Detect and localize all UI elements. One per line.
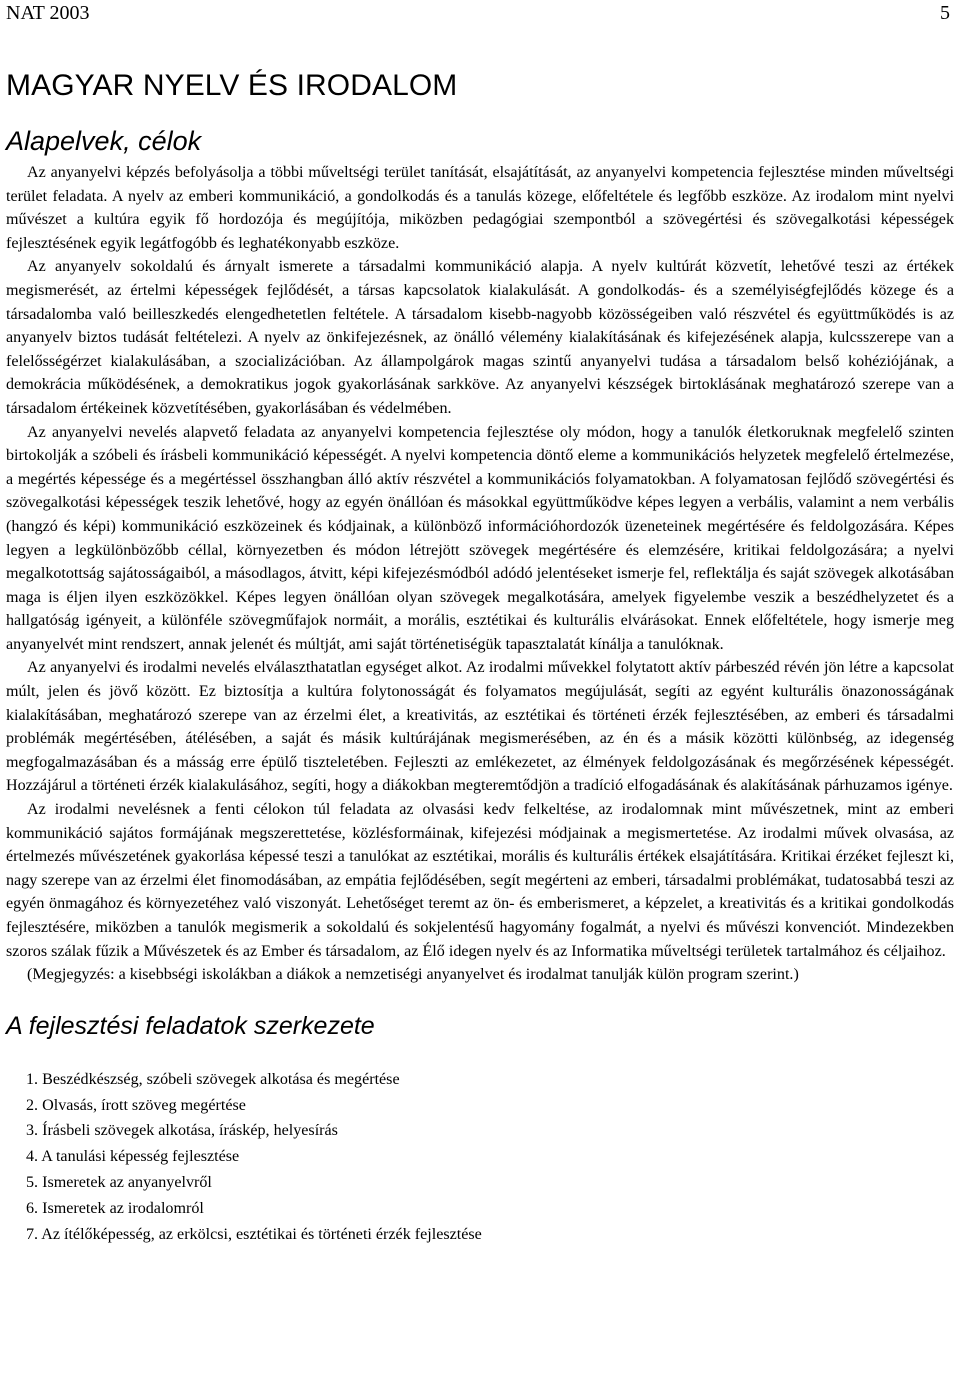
list-item: 1. Beszédkészség, szóbeli szövegek alkotása és megértése <box>26 1070 400 1088</box>
paragraph: Az anyanyelv sokoldalú és árnyalt ismerete a társadalmi kommunikáció alapja. A nyelv kultúrát közvetít, lehetővé teszi az értékek megismerését, az értelmi képességek fejlődését, a társas kapcsolatok kialakulását. A gondolkodás- és a személyiségfejlődés közege és a társadalomba való beilleszkedés elengedhetetlen feltétele. A társadalom kisebb-nagyobb közösségeiben való részvétel és együttműködés is az anyanyelv biztos tudását feltételezi. A nyelv az önkifejezésnek, az önálló vélemény kialakításának és kifejezésének alapja, kulcsszerepe van a felelősségérzet kialakulásában, a szocializációban. Az állampolgárok magas szintű anyanyelvi tudása a társadalom belső kohéziójának, a demokrácia működésének, a demokratikus jogok gyakorlásának sarkköve. Az anyanyelvi készségek birtoklásának meghatározó szerepe van a társadalom értékeinek közvetítésében, gyakorlásában és védelmében. <box>6 258 954 417</box>
list-item: 2. Olvasás, írott szöveg megértése <box>26 1096 246 1114</box>
section-heading-fejlesztesi: A fejlesztési feladatok szerkezete <box>6 1011 375 1040</box>
header-title: NAT 2003 <box>6 2 90 24</box>
development-tasks-list <box>6 1067 954 1248</box>
list-item: 3. Írásbeli szövegek alkotása, íráskép, helyesírás <box>26 1122 338 1140</box>
section-heading-alapelvek: Alapelvek, célok <box>6 126 202 156</box>
paragraph: Az anyanyelvi nevelés alapvető feladata az anyanyelvi kompetencia fejlesztése oly módon, hogy a tanulók életkoruknak megfelelő szinten birtokolják a szóbeli és írásbeli kommunikáció képességét. A nyelvi kompetencia döntő eleme a kommunikációs helyzetek megfelelő értelmezése, a megértés képessége és a megértéssel összhangban álló aktív részvétel a kommunikációs folyamatokban. A folyamatosan fejlődő szövegértési és szövegalkotási képességek teszik lehetővé, hogy az egyén önállóan és másokkal együttműködve képes legyen a verbális, valamint a nem verbális (hangzó és képi) kommunikáció eszközeinek és kódjainak, a különböző információhordozók üzeneteinek megértésére és feldolgozására. Képes legyen a legkülönbözőbb céllal, környezetben és módon létrejött szövegek megértésére és elemzésére, kritikai feldolgozására; a nyelvi megalkotottság sajátosságaiból, a másodlagos, átvitt, képi kifejezésmódból adódó jelentéseket ismerje fel, reflektálja és saját szövegek alkotásában maga is éljen ilyen eszközökkel. Képes legyen önállóan olyan szövegek megalkotására, amelyek figyelembe veszik a beszédhelyzetet és a hallgatóság igényeit, a különféle szövegműfajok normáit, a morális, esztétikai és kulturális elvárásokat. Ennek előfeltétele, hogy ismerje meg anyanyelvét mint rendszert, annak jelenét és múltját, ami saját történetiségük tapasztalatát kínálja a tanulóknak. <box>6 423 954 653</box>
paragraph: Az anyanyelvi képzés befolyásolja a többi műveltségi terület tanítását, elsajátítását, az anyanyelvi kompetencia fejlesztése minden műveltségi terület feladata. A nyelv az emberi kommunikáció, a gondolkodás és a tanulás közege, előfeltétele és legfőbb eszköze. Az irodalom mint nyelvi művészet a kultúra egyik fő hordozója és megújítója, miközben pedagógiai szempontból a szövegértési és szövegalkotási képességek fejlesztésének egyik legátfogóbb és leghatékonyabb eszköze. <box>6 164 954 252</box>
list-item: 5. Ismeretek az anyanyelvről <box>26 1173 212 1191</box>
list-item: 4. A tanulási képesség fejlesztése <box>26 1148 240 1166</box>
document-title: MAGYAR NYELV ÉS IRODALOM <box>6 69 458 102</box>
list-item: 7. Az ítélőképesség, az erkölcsi, esztétikai és történeti érzék fejlesztése <box>26 1225 482 1243</box>
section-body-alapelvek <box>6 161 954 987</box>
paragraph-note: (Megjegyzés: a kisebbségi iskolákban a diákok a nemzetiségi anyanyelvet és irodalmat tanulják külön program szerint.) <box>27 966 799 984</box>
list-item: 6. Ismeretek az irodalomról <box>26 1199 204 1217</box>
paragraph: Az anyanyelvi és irodalmi nevelés elválaszthatatlan egységet alkot. Az irodalmi művekkel folytatott aktív párbeszéd révén jön létre a kapcsolat múlt, jelen és jövő között. Ez biztosítja a kultúra folytonosságát és folyamatos megújulását, segíti az egyént kulturális önazonosságának kialakításában, meghatározó szerepe van az érzelmi élet, a kreativitás, az esztétikai és történeti érzék fejlesztésében, az emberi és társadalmi problémák megértésében, átélésében, a saját és másik kultúrájának megismerésében, az én és a másik közötti különbség, az idegenség megfogalmazásában és a másság erre épülő tiszteletében. Fejleszti az emlékezetet, az élmények feldolgozásának és megőrzésének képességét. Hozzájárul a történeti érzék kialakulásához, segíti, hogy a diákokban megteremtődjön a tradíció elfogadásának és alakításának párhuzamos igénye. <box>6 659 954 795</box>
paragraph: Az irodalmi nevelésnek a fenti célokon túl feladata az olvasási kedv felkeltése, az irodalomnak mint művészetnek, mint az emberi kommunikáció sajátos formájának megszerettetése, közlésformáinak, kifejezési módjainak a megismertetése. Az irodalmi művek olvasása, az értelmezés művészetének gyakorlása képessé teszi a tanulókat az esztétikai, morális és kulturális értékek elsajátítására. Kritikai érzéket fejleszt ki, nagy szerepe van az érzelmi élet finomodásában, az empátia fejlődésében, segít megérteni az emberi, társadalmi problémákat, tudatosabbá teszi az egyén önmagához és környezetéhez való viszonyát. Lehetőséget teremt az ön- és emberismeret, a képzelet, a kreativitás és a kritikai gondolkodás fejlesztésére, miközben a tanulók megismerik a sokoldalú és sokjelentésű hagyomány fogalmát, a nyelvi és művészi konvenciót. Mindezekben szoros szálak fűzik a Művészetek és az Ember és társadalom, az Élő idegen nyelv és az Informatika műveltségi területek tartalmához és céljaihoz. <box>6 801 954 960</box>
page-number: 5 <box>940 2 950 24</box>
running-header <box>6 0 954 25</box>
